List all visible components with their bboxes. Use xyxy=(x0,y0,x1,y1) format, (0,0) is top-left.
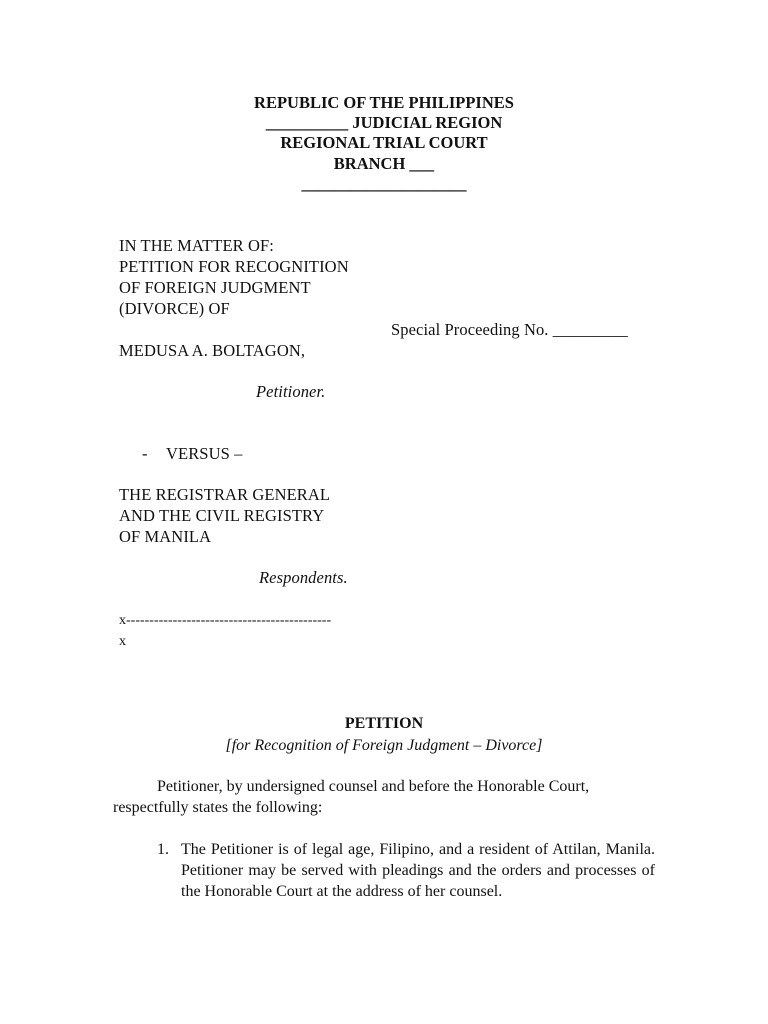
versus-dash: - xyxy=(142,444,148,463)
header-judicial-region: __________ JUDICIAL REGION xyxy=(265,113,503,132)
list-item-number: 1. xyxy=(157,841,169,858)
respondent-line-1: THE REGISTRAR GENERAL xyxy=(119,485,331,504)
header-blank-line: ____________________ xyxy=(301,174,467,193)
caption-matter-line-2: PETITION FOR RECOGNITION xyxy=(119,257,349,276)
petitioner-name: MEDUSA A. BOLTAGON, xyxy=(119,341,306,360)
respondent-line-3: OF MANILA xyxy=(119,527,212,546)
list-item-text: The Petitioner is of legal age, Filipino, and a resident of Attilan, Manila. Petitioner may be served with pleadings and the orders and processes of the Honorable Court at the address of her counsel. xyxy=(181,841,655,900)
caption-separator-line: x-------------------------------------------- xyxy=(119,613,332,628)
header-branch: BRANCH ___ xyxy=(333,154,435,173)
header-regional-trial-court: REGIONAL TRIAL COURT xyxy=(280,133,488,152)
respondents-label: Respondents. xyxy=(259,568,348,587)
intro-line-2: respectfully states the following: xyxy=(113,799,323,816)
caption-matter-line-1: IN THE MATTER OF: xyxy=(119,236,274,255)
caption-matter-line-4: (DIVORCE) OF xyxy=(119,299,230,318)
caption-separator-end: x xyxy=(119,634,126,649)
petitioner-label: Petitioner. xyxy=(256,382,326,401)
header-republic: REPUBLIC OF THE PHILIPPINES xyxy=(254,93,514,112)
petition-title: PETITION xyxy=(344,715,424,732)
versus-label: VERSUS – xyxy=(166,444,243,463)
petition-subtitle: [for Recognition of Foreign Judgment – Divorce] xyxy=(225,737,543,754)
special-proceeding-number: Special Proceeding No. _________ xyxy=(391,320,628,339)
caption-matter-line-3: OF FOREIGN JUDGMENT xyxy=(119,278,311,297)
respondent-line-2: AND THE CIVIL REGISTRY xyxy=(119,506,325,525)
intro-line-1: Petitioner, by undersigned counsel and before the Honorable Court, xyxy=(157,778,590,795)
